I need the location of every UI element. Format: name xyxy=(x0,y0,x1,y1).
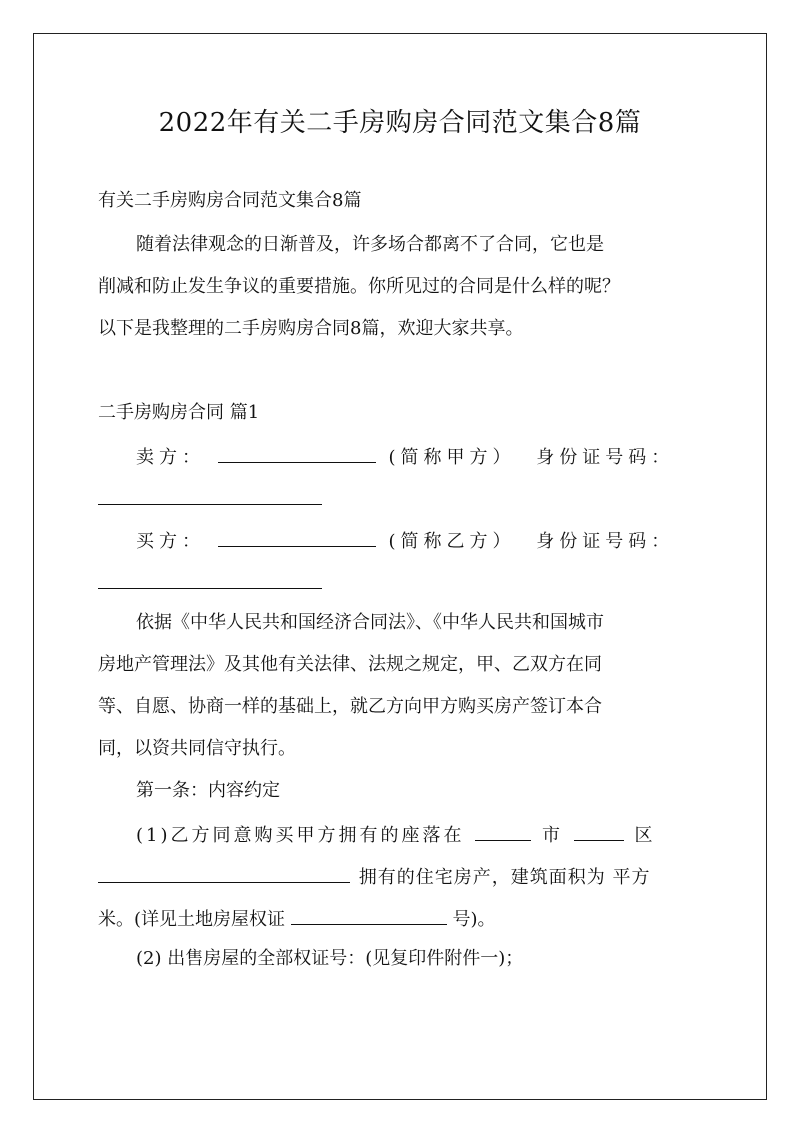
document-subtitle: 有关二手房购房合同范文集合8篇 xyxy=(98,190,362,211)
seller-name-blank xyxy=(218,444,376,463)
basis-line-3: 等、自愿、协商一样的基础上，就乙方向甲方购买房产签订本合 xyxy=(98,696,602,717)
basis-line-1: 依据《中华人民共和国经济合同法》、《中华人民共和国城市 xyxy=(136,612,604,633)
clause1-line-1 xyxy=(136,822,655,847)
document-title: 2022年有关二手房购房合同范文集合8篇 xyxy=(158,108,642,138)
intro-line-1: 随着法律观念的日渐普及，许多场合都离不了合同，它也是 xyxy=(136,234,604,255)
clause1-district: 区 xyxy=(634,825,656,846)
clause1-part1: (1)乙方同意购买甲方拥有的座落在 xyxy=(136,825,465,846)
section-heading: 二手房购房合同 篇1 xyxy=(98,402,260,423)
buyer-id-blank xyxy=(98,570,322,589)
seller-id-label: 身份证号码： xyxy=(536,447,675,468)
clause1-line-3 xyxy=(98,906,496,931)
seller-id-blank xyxy=(98,486,322,505)
clause2: (2) 出售房屋的全部权证号：(见复印件附件一)； xyxy=(136,948,524,969)
basis-line-4: 同，以资共同信守执行。 xyxy=(98,738,296,759)
intro-line-3: 以下是我整理的二手房购房合同8篇，欢迎大家共享。 xyxy=(98,318,524,339)
buyer-line xyxy=(136,528,701,553)
seller-note: (简称甲方） xyxy=(388,447,516,468)
seller-label: 卖方： xyxy=(136,447,205,468)
clause1-part2: 拥有的住宅房产，建筑面积为 平方 xyxy=(358,867,651,888)
buyer-label: 买方： xyxy=(136,531,205,552)
city-blank xyxy=(574,822,624,841)
buyer-note: (简称乙方） xyxy=(388,531,516,552)
location-blank xyxy=(475,822,531,841)
clause1-line-2 xyxy=(98,864,650,889)
clause1-city: 市 xyxy=(541,825,563,846)
certificate-blank xyxy=(291,906,447,925)
seller-line xyxy=(136,444,701,469)
article1-heading: 第一条：内容约定 xyxy=(136,780,280,801)
address-blank xyxy=(98,864,350,883)
buyer-name-blank xyxy=(218,528,376,547)
buyer-id-label: 身份证号码： xyxy=(536,531,675,552)
clause1-part3-end: 号)。 xyxy=(452,909,496,930)
intro-line-2: 削减和防止发生争议的重要措施。你所见过的合同是什么样的呢？ xyxy=(98,276,620,297)
basis-line-2: 房地产管理法》及其他有关法律、法规之规定，甲、乙双方在同 xyxy=(98,654,602,675)
clause1-part3-start: 米。(详见土地房屋权证 xyxy=(98,909,286,930)
